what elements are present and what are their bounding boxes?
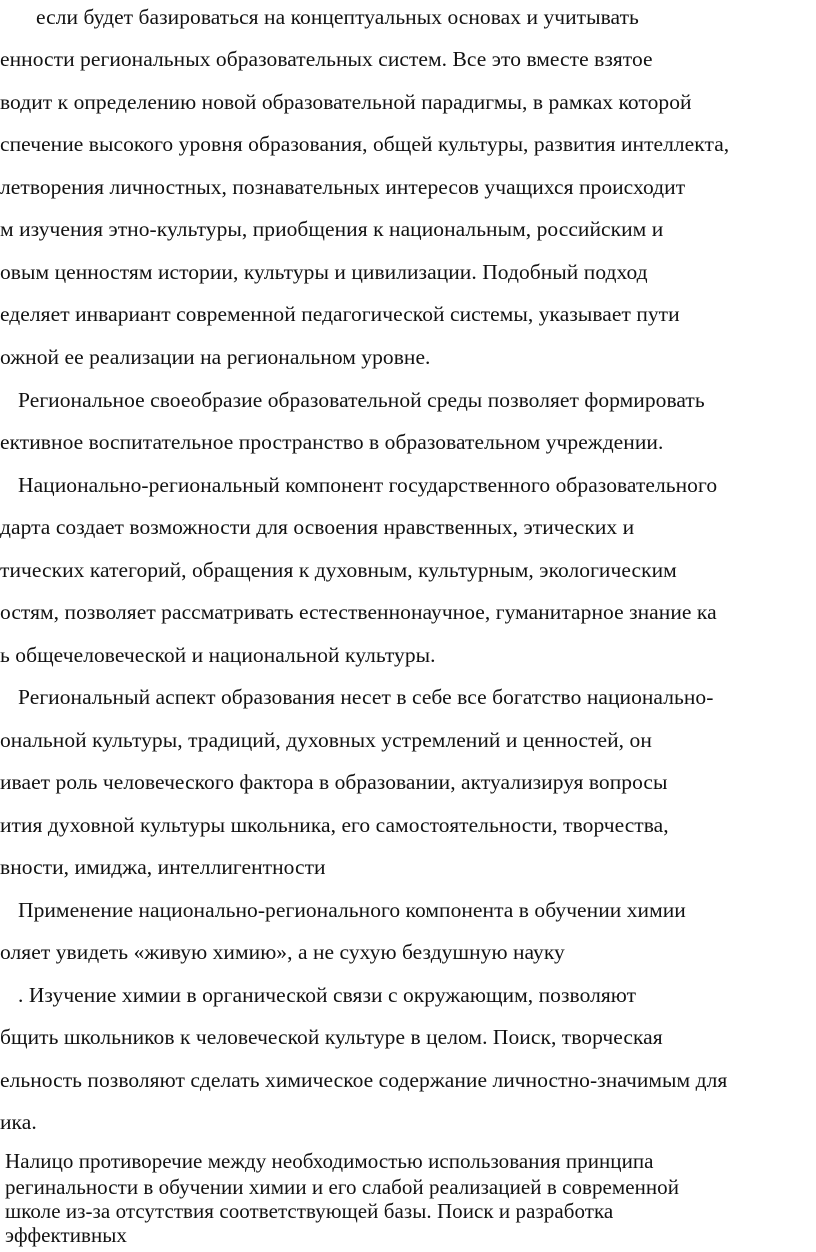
text-line: . Изучение химии в органической связи с окружающим, позволяют bbox=[18, 983, 637, 1007]
text-line: бщить школьников к человеческой культуре в целом. Поиск, творческая bbox=[0, 1025, 663, 1049]
text-line: ективное воспитательное пространство в образовательном учреждении. bbox=[0, 430, 664, 454]
text-line: овым ценностям истории, культуры и цивилизации. Подобный подход bbox=[0, 260, 648, 284]
text-line: Региональное своеобразие образовательной среды позволяет формировать bbox=[18, 388, 705, 412]
text-line: дарта создает возможности для освоения нравственных, этических и bbox=[0, 515, 635, 539]
text-line: Национально-региональный компонент государственного образовательного bbox=[18, 473, 718, 497]
text-line: тических категорий, обращения к духовным, культурным, экологическим bbox=[0, 558, 677, 582]
text-line: спечение высокого уровня образования, общей культуры, развития интеллекта, bbox=[0, 132, 730, 156]
text-line: если будет базироваться на концептуальных основах и учитывать bbox=[36, 5, 639, 29]
text-line: еделяет инвариант современной педагогической системы, указывает пути bbox=[0, 302, 680, 326]
text-line: Налицо противоречие между необходимостью использования принципа bbox=[5, 1149, 654, 1173]
text-line: оляет увидеть «живую химию», а не сухую бездушную науку bbox=[0, 940, 565, 964]
text-line: м изучения этно-культуры, приобщения к национальным, российским и bbox=[0, 217, 664, 241]
text-line: Применение национально-регионального компонента в обучении химии bbox=[18, 898, 686, 922]
text-line: ональной культуры, традиций, духовных устремлений и ценностей, он bbox=[0, 728, 652, 752]
text-line: остям, позволяет рассматривать естественнонаучное, гуманитарное знание ка bbox=[0, 600, 717, 624]
text-line: ика. bbox=[0, 1110, 37, 1134]
text-line: ожной ее реализации на региональном уровне. bbox=[0, 345, 431, 369]
text-line: енности региональных образовательных систем. Все это вместе взятое bbox=[0, 47, 653, 71]
text-line: вности, имиджа, интеллигентности bbox=[0, 855, 326, 879]
text-line: эффективных bbox=[5, 1223, 127, 1247]
text-line: водит к определению новой образовательной парадигмы, в рамках которой bbox=[0, 90, 692, 114]
text-line: школе из-за отсутствия соответствующей базы. Поиск и разработка bbox=[5, 1199, 614, 1223]
text-line: ельность позволяют сделать химическое содержание личностно-значимым для bbox=[0, 1068, 728, 1092]
text-line: Региональный аспект образования несет в себе все богатство национально- bbox=[18, 685, 714, 709]
text-line: ь общечеловеческой и национальной культуры. bbox=[0, 643, 436, 667]
text-line: регинальности в обучении химии и его слабой реализацией в современной bbox=[5, 1175, 680, 1199]
text-line: летворения личностных, познавательных интересов учащихся происходит bbox=[0, 175, 686, 199]
text-line: ивает роль человеческого фактора в образовании, актуализируя вопросы bbox=[0, 770, 668, 794]
text-line: ития духовной культуры школьника, его самостоятельности, творчества, bbox=[0, 813, 669, 837]
